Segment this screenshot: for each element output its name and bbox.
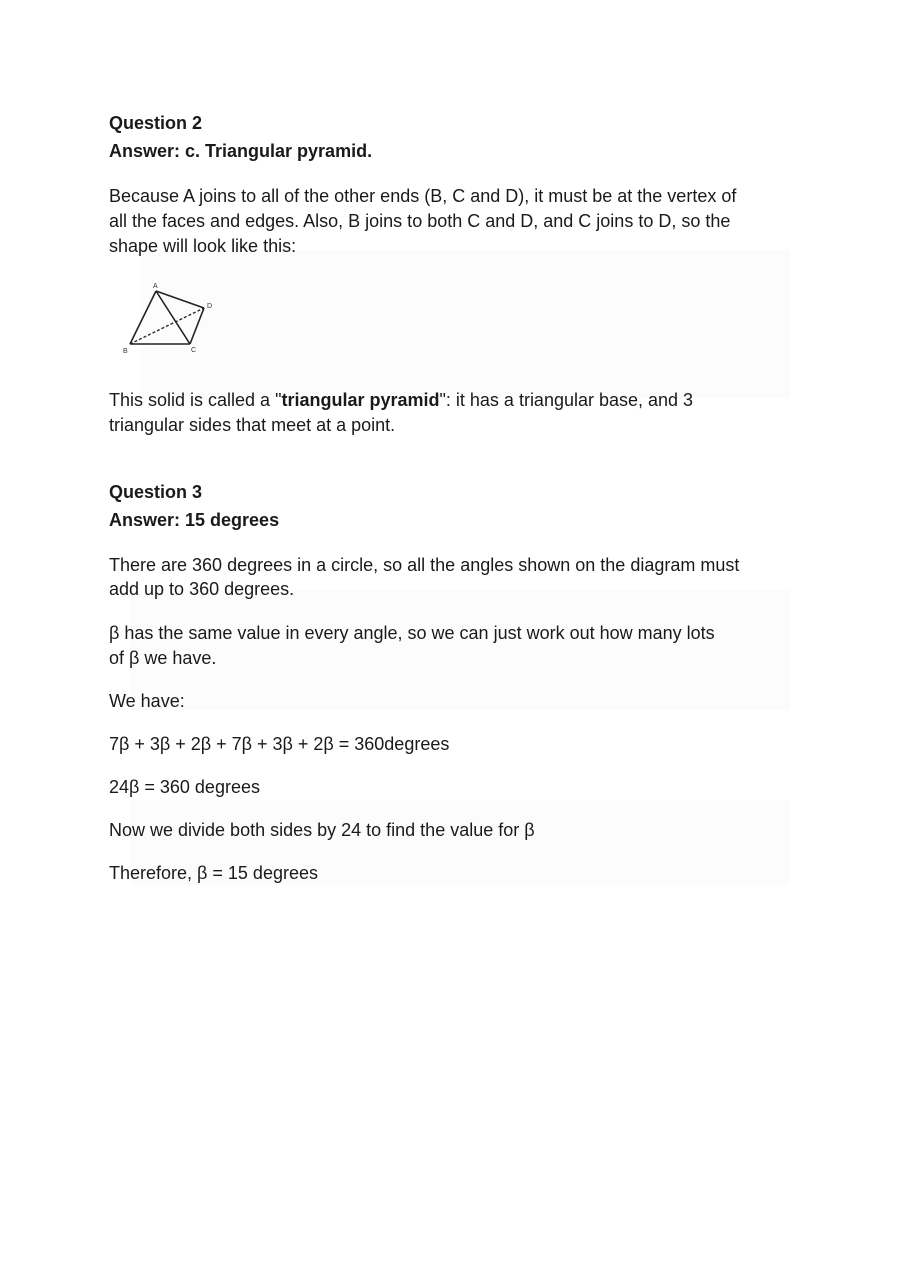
vertex-label-c: C xyxy=(191,347,197,354)
background-shade xyxy=(130,590,790,710)
paragraph-line: add up to 360 degrees. xyxy=(109,579,295,599)
equation-line: 7β + 3β + 2β + 7β + 3β + 2β = 360degrees xyxy=(109,734,450,754)
paragraph-line: triangular sides that meet at a point. xyxy=(109,415,396,435)
paragraph-line: There are 360 degrees in a circle, so all the angles shown on the diagram must xyxy=(109,555,740,575)
vertex-label-d: D xyxy=(207,303,213,310)
result-line: Therefore, β = 15 degrees xyxy=(109,863,318,883)
vertex-label-b: B xyxy=(123,348,128,355)
paragraph-line: all the faces and edges. Also, B joins to both C and D, and C joins to D, so the xyxy=(109,211,731,231)
background-shade xyxy=(140,250,790,398)
question-2-heading: Question 2 xyxy=(109,113,203,133)
text-run: This solid is called a " xyxy=(109,390,282,410)
question-2-answer: Answer: c. Triangular pyramid. xyxy=(109,141,373,161)
bold-term: triangular pyramid xyxy=(281,390,440,410)
pyramid-drawing xyxy=(118,278,222,358)
edge-ab xyxy=(130,291,156,344)
edge-ad xyxy=(156,291,204,308)
text-run: ": it has a triangular base, and 3 xyxy=(439,390,694,410)
edge-cd xyxy=(190,308,204,344)
vertex-label-a: A xyxy=(153,283,158,290)
paragraph-line: We have: xyxy=(109,691,185,711)
question-3-answer: Answer: 15 degrees xyxy=(109,510,280,530)
question-3-heading: Question 3 xyxy=(109,482,203,502)
equation-line: 24β = 360 degrees xyxy=(109,777,260,797)
paragraph-line: Now we divide both sides by 24 to find the value for β xyxy=(109,820,535,840)
paragraph-line: β has the same value in every angle, so we can just work out how many lots xyxy=(109,623,715,643)
paragraph-line xyxy=(109,388,693,412)
paragraph-line: of β we have. xyxy=(109,648,217,668)
paragraph-line: Because A joins to all of the other ends (B, C and D), it must be at the vertex of xyxy=(109,186,737,206)
triangular-pyramid-diagram xyxy=(118,278,222,358)
paragraph-line: shape will look like this: xyxy=(109,236,297,256)
